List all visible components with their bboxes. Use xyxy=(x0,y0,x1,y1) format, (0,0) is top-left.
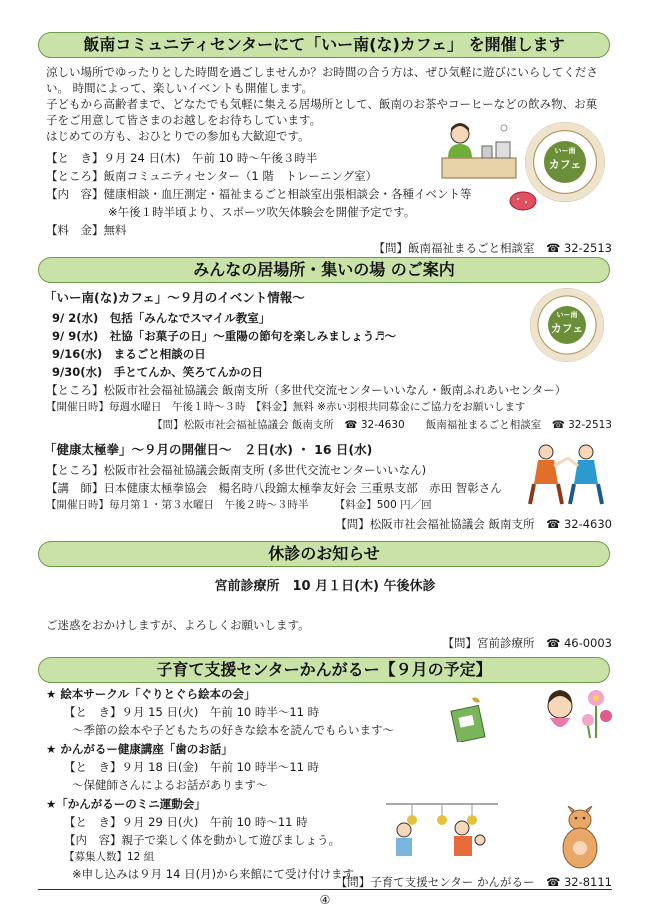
cafe-content-note: ※午後１時半頃より、スポーツ吹矢体験会を開催予定です。 xyxy=(108,205,416,219)
cafe-fee: 【料 金】無料 xyxy=(46,223,127,237)
kids-item-title: ★ 絵本サークル「ぐりとぐら絵本の会」 xyxy=(46,687,256,701)
kids-item-note: ※申し込みは９月 14 日(月)から来館にて受け付けます。 xyxy=(72,867,365,881)
footer-divider xyxy=(38,889,612,890)
event-item: 9/30(水) 手とてんか、笑ろてんかの日 xyxy=(52,365,264,379)
ibasho-schedule: 【開催日時】毎週水曜日 午後１時～３時 【料金】無料 ※赤い羽根共同募金にご協力をお願いします xyxy=(46,401,526,413)
strawberry-icon xyxy=(508,190,538,212)
kids-item-when: 【と き】９月 29 日(火) 午前 10 時～11 時 xyxy=(64,815,308,829)
closure-contact: 【問】宮前診療所 ☎ 46-0003 xyxy=(442,636,612,650)
girl-with-flowers-illustration xyxy=(530,680,614,740)
event-item: 9/16(水) まるごと相談の日 xyxy=(52,347,206,361)
kids-item-when: 【と き】９月 15 日(火) 午前 10 時半～11 時 xyxy=(64,705,320,719)
ibasho-contact: 【問】松阪市社会福祉協議会 飯南支所 ☎ 32-4630 飯南福祉まるごと相談室 ☎ 32-2513 xyxy=(152,419,612,431)
taikyoku-schedule: 【開催日時】毎月第１・第３水曜日 午後２時～３時半 【料金】500 円／回 xyxy=(46,499,432,511)
kids-item-note: ～保健師さんによるお話があります～ xyxy=(72,778,268,792)
taichi-illustration xyxy=(524,440,610,506)
cafe-intro-5: はじめての方も、おひとりでの参加も大歓迎です。 xyxy=(46,129,310,143)
cafe-events-title: 「いー南(な)カフェ」～９月のイベント情報～ xyxy=(44,290,305,305)
logo-text-2: カフェ xyxy=(550,321,584,335)
event-item: 9/ 9(水) 社協「お菓子の日」～重陽の節句を楽しみましょう♬～ xyxy=(52,329,397,343)
kangaroo-illustration xyxy=(550,806,612,872)
logo-text-2: カフェ xyxy=(548,157,582,171)
closure-section-heading: 休診のお知らせ xyxy=(38,541,610,567)
cafe-where: 【ところ】飯南コミュニティセンター（1 階 トレーニング室） xyxy=(46,169,378,183)
taikyoku-where: 【ところ】松阪市社会福祉協議会飯南支所 (多世代交流センターいいなん) xyxy=(46,463,427,477)
event-item: 9/ 2(水) 包括「みんなでスマイル教室」 xyxy=(52,311,271,325)
closure-notice: 宮前診療所 10 月１日(木) 午後休診 xyxy=(214,579,436,594)
cafe-intro-4: 子をご用意して皆さまのお越しをお待ちしています。 xyxy=(46,113,322,127)
cafe-section-heading: 飯南コミュニティセンターにて「いー南(な)カフェ」 を開催します xyxy=(38,32,610,58)
page-number: ④ xyxy=(319,893,331,907)
kids-item-count: 【募集人数】12 組 xyxy=(64,851,155,863)
picture-book-illustration xyxy=(448,694,488,742)
taikyoku-title: 「健康太極拳」～９月の開催日～ ２日(水) ・ 16 日(水) xyxy=(44,442,373,457)
kids-item-note: ～季節の絵本や子どもたちの好きな絵本を読んでもらいます～ xyxy=(72,723,394,737)
taikyoku-contact: 【問】松阪市社会福祉協議会 飯南支所 ☎ 32-4630 xyxy=(335,517,612,531)
cafe-intro-2: い。 時間によって、楽しいイベントも開催します。 xyxy=(46,81,314,95)
logo-text-1: いー南 xyxy=(556,311,578,320)
cafe-intro-3: 子どもから高齢者まで、どなたでも気軽に集える居場所として、飯南のお茶やコーヒーなどの飲み物、お菓 xyxy=(46,97,598,111)
ibasho-section-heading: みんなの居場所・集いの場 のご案内 xyxy=(38,257,610,283)
kids-item-when: 【と き】９月 18 日(金) 午前 10 時半～11 時 xyxy=(64,760,320,774)
logo-text-1: いー南 xyxy=(554,147,576,155)
kids-item-title: ★ かんがるー健康講座「歯のお話」 xyxy=(46,742,233,756)
closure-apology: ご迷惑をおかけしますが、よろしくお願いします。 xyxy=(46,618,310,632)
ibasho-where: 【ところ】松阪市社会福祉協議会 飯南支所（多世代交流センターいいなん・飯南ふれあいセンター） xyxy=(46,383,567,397)
kids-section-heading: 子育て支援センターかんがるー【９月の予定】 xyxy=(38,657,610,683)
taikyoku-teacher: 【講 師】日本健康太極拳協会 楊名時八段錦太極拳友好会 三重県支部 赤田 智彰さん xyxy=(46,481,502,495)
kids-item-content: 【内 容】親子で楽しく体を動かして遊びましょう。 xyxy=(64,833,340,847)
kids-item-title: ★「かんがるーのミニ運動会」 xyxy=(46,797,206,811)
cafe-when: 【と き】９月 24 日(木) 午前 10 時～午後３時半 xyxy=(46,151,318,165)
cafe-intro-1: 涼しい場所でゆったりとした時間を過ごしませんか？お時間の合う方は、ぜひ気軽に遊びにいらしてくださ xyxy=(46,65,598,79)
cafe-contact: 【問】飯南福祉まるごと相談室 ☎ 32-2513 xyxy=(373,241,612,255)
cafe-content: 【内 容】健康相談・血圧測定・福祉まるごと相談室出張相談会・各種イベント等 xyxy=(46,187,472,201)
barista-illustration xyxy=(438,118,520,180)
kids-contact: 【問】子育て支援センター かんがるー ☎ 32-8111 xyxy=(335,875,612,889)
sports-day-illustration xyxy=(382,800,502,868)
ii-na-cafe-logo xyxy=(530,288,604,362)
